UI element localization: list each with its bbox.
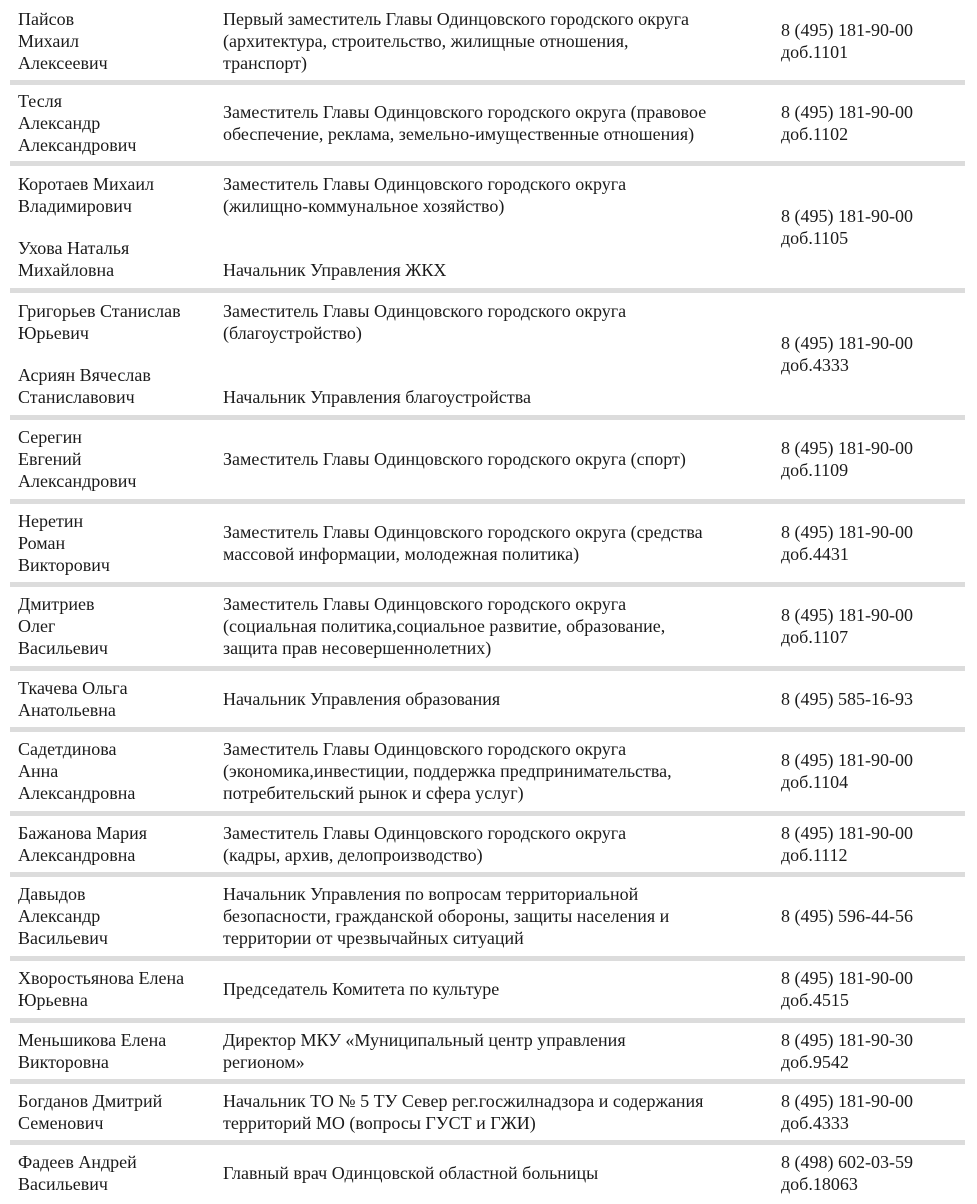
phone-extension: доб.4333: [781, 1112, 849, 1133]
position-line: Главный врач Одинцовской областной больницы: [223, 1163, 599, 1183]
position-line: Директор МКУ «Муниципальный центр управления: [223, 1029, 626, 1050]
name-line: Васильевич: [18, 638, 108, 658]
phone-number: 8 (495) 181-90-00: [781, 332, 913, 353]
position-cell: [223, 300, 768, 408]
name-line: Алексеевич: [18, 53, 108, 73]
name-cell: [0, 173, 223, 281]
name-cell: [0, 967, 223, 1011]
spacer: [18, 217, 223, 237]
phone-cell: [768, 905, 971, 927]
name-line: Тесля: [18, 90, 62, 111]
name-cell: [0, 1029, 223, 1073]
phone-extension: доб.4333: [781, 354, 849, 375]
position-cell: [223, 883, 768, 949]
position-cell: [223, 1162, 768, 1184]
table-row: [0, 668, 977, 729]
phone-cell: [768, 749, 971, 793]
phone-extension: доб.1104: [781, 772, 849, 792]
position-line: обеспечение, реклама, земельно-имущественные отношения): [223, 123, 695, 144]
phone-number: 8 (495) 181-90-00: [781, 521, 913, 542]
phone-extension: доб.4431: [781, 543, 849, 564]
position-line: (жилищно-коммунальное хозяйство): [223, 195, 505, 216]
table-row: [0, 163, 977, 290]
phone-number: 8 (495) 181-90-00: [781, 750, 913, 770]
phone-number: 8 (495) 181-90-30: [781, 1029, 913, 1050]
phone-cell: [768, 437, 971, 481]
position-line: Заместитель Главы Одинцовского городского округа: [223, 739, 627, 759]
name-line: Неретин: [18, 510, 84, 531]
table-row: [0, 1142, 977, 1204]
phone-number: 8 (495) 181-90-00: [781, 822, 913, 843]
phone-number: 8 (495) 585-16-93: [781, 688, 913, 709]
table-row: [0, 813, 977, 874]
position-line: безопасности, гражданской обороны, защиты населения и: [223, 906, 670, 926]
position-cell: [223, 8, 768, 74]
name-line: Коротаев Михаил: [18, 173, 154, 194]
name-cell: [0, 883, 223, 949]
position-cell: [223, 101, 768, 145]
name-line: Михаил: [18, 31, 80, 51]
name-line: Давыдов: [18, 884, 86, 904]
position-cell: [223, 593, 768, 659]
phone-extension: доб.1105: [781, 227, 849, 248]
phone-number: 8 (495) 181-90-00: [781, 20, 913, 40]
name-line: Владимирович: [18, 195, 132, 216]
position-line: Заместитель Главы Одинцовского городского округа (спорт): [223, 449, 686, 469]
position-line: Заместитель Главы Одинцовского городского округа (правовое: [223, 101, 707, 122]
phone-number: 8 (495) 181-90-00: [781, 205, 913, 226]
phone-cell: [768, 1151, 971, 1195]
table-row: [0, 417, 977, 501]
phone-number: 8 (495) 596-44-56: [781, 906, 913, 926]
position-cell: [223, 978, 768, 1000]
name-cell: [0, 822, 223, 866]
position-line: массовой информации, молодежная политика): [223, 543, 580, 564]
phone-extension: доб.18063: [781, 1174, 858, 1194]
name-line: Асриян Вячеслав: [18, 364, 151, 385]
position-line: Председатель Комитета по культуре: [223, 979, 500, 999]
name-line: Семенович: [18, 1112, 104, 1133]
table-row: [0, 290, 977, 417]
name-line: Васильевич: [18, 928, 108, 948]
phone-number: 8 (495) 181-90-00: [781, 1090, 913, 1111]
name-line: Станиславович: [18, 386, 135, 407]
name-cell: [0, 1090, 223, 1134]
position-line: Начальник Управления по вопросам территориальной: [223, 884, 639, 904]
name-cell: [0, 738, 223, 804]
phone-cell: [768, 1029, 971, 1073]
name-line: Дмитриев: [18, 594, 95, 614]
name-line: Ткачева Ольга: [18, 677, 128, 698]
position-line: Первый заместитель Главы Одинцовского городского округа: [223, 9, 689, 29]
name-line: Васильевич: [18, 1174, 108, 1194]
phone-cell: [768, 332, 971, 376]
position-line: регионом»: [223, 1051, 305, 1072]
table-row: [0, 729, 977, 813]
name-line: Викторович: [18, 554, 110, 575]
phone-extension: доб.1101: [781, 42, 849, 62]
position-cell: [223, 521, 768, 565]
name-line: Хворостьянова Елена: [18, 968, 185, 988]
phone-number: 8 (495) 181-90-00: [781, 968, 913, 988]
phone-cell: [768, 688, 971, 710]
name-line: Григорьев Станислав: [18, 300, 181, 321]
spacer: [223, 344, 768, 386]
name-cell: [0, 8, 223, 74]
position-cell: [223, 448, 768, 470]
position-cell: [223, 822, 768, 866]
position-line: (социальная политика,социальное развитие, образование,: [223, 616, 666, 636]
position-line: Заместитель Главы Одинцовского городского округа: [223, 594, 627, 614]
position-line: Начальник Управления ЖКХ: [223, 259, 447, 280]
name-cell: [0, 300, 223, 408]
position-line: Начальник Управления благоустройства: [223, 386, 531, 407]
phone-extension: доб.1102: [781, 123, 849, 144]
name-line: Александрович: [18, 471, 137, 491]
phone-number: 8 (495) 181-90-00: [781, 605, 913, 625]
position-line: Начальник ТО № 5 ТУ Север рег.госжилнадзора и содержания: [223, 1090, 704, 1111]
spacer: [223, 217, 768, 259]
position-line: территорий МО (вопросы ГУСТ и ГЖИ): [223, 1112, 536, 1133]
position-cell: [223, 1029, 768, 1073]
phone-cell: [768, 1090, 971, 1134]
phone-extension: доб.1107: [781, 627, 849, 647]
phone-cell: [768, 205, 971, 249]
position-line: Заместитель Главы Одинцовского городского округа: [223, 822, 627, 843]
position-line: (архитектура, строительство, жилищные отношения,: [223, 31, 629, 51]
position-line: (экономика,инвестиции, поддержка предпринимательства,: [223, 761, 672, 781]
name-cell: [0, 510, 223, 576]
name-line: Михайловна: [18, 259, 115, 280]
position-line: территории от чрезвычайных ситуаций: [223, 928, 524, 948]
name-cell: [0, 90, 223, 156]
name-line: Юрьевич: [18, 322, 89, 343]
phone-cell: [768, 822, 971, 866]
name-line: Евгений: [18, 449, 82, 469]
name-line: Пайсов: [18, 9, 75, 29]
phone-cell: [768, 19, 971, 63]
name-cell: [0, 593, 223, 659]
phone-extension: доб.4515: [781, 990, 849, 1010]
name-line: Александрович: [18, 134, 137, 155]
position-line: Заместитель Главы Одинцовского городского округа: [223, 300, 627, 321]
position-line: Заместитель Главы Одинцовского городского округа (средства: [223, 521, 703, 542]
table-row: [0, 874, 977, 958]
position-line: защита прав несовершеннолетних): [223, 638, 492, 658]
phone-number: 8 (495) 181-90-00: [781, 438, 913, 458]
name-line: Анатольевна: [18, 699, 116, 720]
table-row: [0, 501, 977, 584]
name-line: Александр: [18, 906, 101, 926]
phone-cell: [768, 101, 971, 145]
position-cell: [223, 738, 768, 804]
name-cell: [0, 426, 223, 492]
table-row: [0, 82, 977, 163]
phone-cell: [768, 967, 971, 1011]
name-line: Анна: [18, 761, 59, 781]
position-line: (кадры, архив, делопроизводство): [223, 844, 483, 865]
phone-extension: доб.1112: [781, 844, 848, 865]
phone-extension: доб.9542: [781, 1051, 849, 1072]
position-line: Заместитель Главы Одинцовского городского округа: [223, 173, 627, 194]
name-line: Александровна: [18, 844, 136, 865]
position-cell: [223, 173, 768, 281]
name-line: Александровна: [18, 783, 136, 803]
phone-cell: [768, 521, 971, 565]
name-line: Олег: [18, 616, 56, 636]
spacer: [18, 344, 223, 364]
table-row: [0, 584, 977, 668]
position-line: транспорт): [223, 53, 307, 73]
table-row: [0, 0, 977, 82]
position-line: (благоустройство): [223, 322, 362, 343]
table-row: [0, 1081, 977, 1142]
name-cell: [0, 1151, 223, 1195]
name-line: Бажанова Мария: [18, 822, 148, 843]
position-line: потребительский рынок и сфера услуг): [223, 783, 524, 803]
name-cell: [0, 677, 223, 721]
name-line: Ухова Наталья: [18, 237, 130, 258]
table-row: [0, 958, 977, 1020]
name-line: Роман: [18, 532, 66, 553]
name-line: Викторовна: [18, 1051, 109, 1072]
name-line: Фадеев Андрей: [18, 1152, 137, 1172]
name-line: Юрьевна: [18, 990, 88, 1010]
name-line: Богданов Дмитрий: [18, 1090, 163, 1111]
position-cell: [223, 688, 768, 710]
phone-number: 8 (498) 602-03-59: [781, 1152, 913, 1172]
phone-cell: [768, 604, 971, 648]
position-cell: [223, 1090, 768, 1134]
name-line: Меньшикова Елена: [18, 1029, 167, 1050]
name-line: Александр: [18, 112, 101, 133]
phone-number: 8 (495) 181-90-00: [781, 101, 913, 122]
position-line: Начальник Управления образования: [223, 688, 501, 709]
phone-extension: доб.1109: [781, 460, 849, 480]
name-line: Серегин: [18, 427, 82, 447]
table-row: [0, 1020, 977, 1081]
name-line: Садетдинова: [18, 739, 117, 759]
